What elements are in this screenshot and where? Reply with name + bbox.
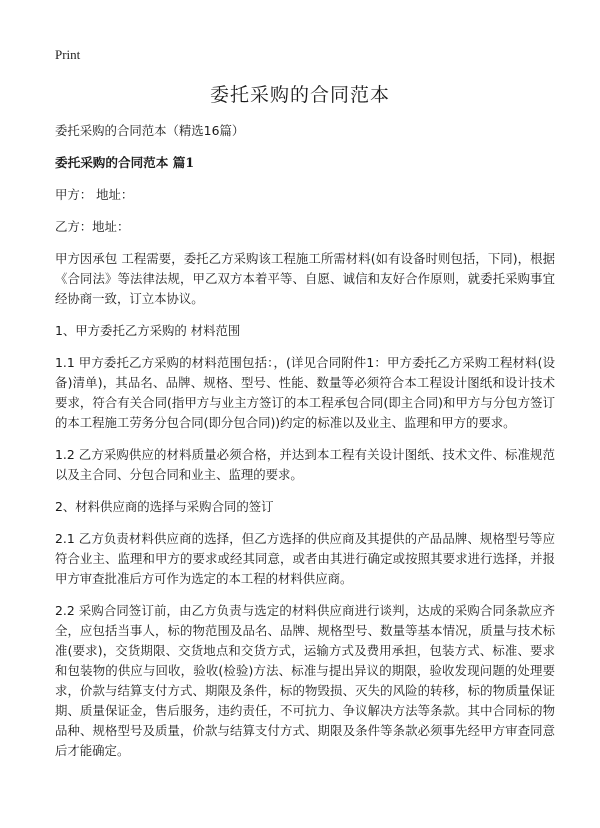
clause-2-1: 2.1 乙方负责材料供应商的选择，但乙方选择的供应商及其提供的产品品牌、规格型号等应符合业主、监理和甲方的要求或经其同意，或者由其进行确定或按照其要求进行选择，并报甲方审查批准后方可作为选定的本工程的材料供应商。: [55, 531, 555, 586]
clause-2-2: 2.2 采购合同签订前，由乙方负责与选定的材料供应商进行谈判，达成的采购合同条款应齐全，应包括当事人，标的物范围及品名、品牌、规格型号、数量等基本情况，质量与技术标准(要求)，交货期限、交货地点和交货方式，运输方式及费用承担，包装方式、标准、要求和包装物的供应与回收，验收(检验)方法、标准与提出异议的期限，验收发现问题的处理要求，价款与结算支付方式、期限及条件，标的物毁损、灭失的风险的转移，标的物质量保证期、质量保证金，售后服务，违约责任，不可抗力、争议解决方法等条款。其中合同标的物品种、规格型号及质量，价款与结算支付方式、期限及条件等条款必须事先经甲方审查同意后才能确定。: [55, 603, 555, 758]
section-1-heading: 1、甲方委托乙方采购的 材料范围: [55, 323, 241, 338]
chapter-title: 委托采购的合同范本 篇1: [55, 155, 195, 170]
intro-paragraph: 甲方因承包 工程需要，委托乙方采购该工程施工所需材料(如有设备时则包括，下同)，根据《合同法》等法律法规，甲乙双方本着平等、自愿、诚信和友好合作原则，就委托采购事宜经协商一致，订立本协议。: [55, 251, 555, 306]
clause-1-1: 1.1 甲方委托乙方采购的材料范围包括：，(详见合同附件1：甲方委托乙方采购工程材料(设备)清单)，其品名、品牌、规格、型号、性能、数量等必须符合本工程设计图纸和设计技术要求，符合有关合同(指甲方与业主方签订的本工程承包合同(即主合同)和甲方与分包方签订的本工程施工劳务分包合同(即分包合同))约定的标准以及业主、监理和甲方的要求。: [55, 355, 555, 430]
party-b-line: 乙方：地址：: [55, 219, 130, 234]
party-a-line: 甲方： 地址：: [55, 187, 134, 202]
document-subtitle: 委托采购的合同范本（精选16篇）: [55, 123, 245, 138]
clause-1-2: 1.2 乙方采购供应的材料质量必须合格，并达到本工程有关设计图纸、技术文件、标准规范以及主合同、分包合同和业主、监理的要求。: [55, 447, 555, 482]
print-label: Print: [55, 47, 81, 62]
document-title: 委托采购的合同范本: [209, 84, 390, 106]
section-2-heading: 2、材料供应商的选择与采购合同的签订: [55, 499, 274, 514]
document-body: [55, 121, 555, 773]
